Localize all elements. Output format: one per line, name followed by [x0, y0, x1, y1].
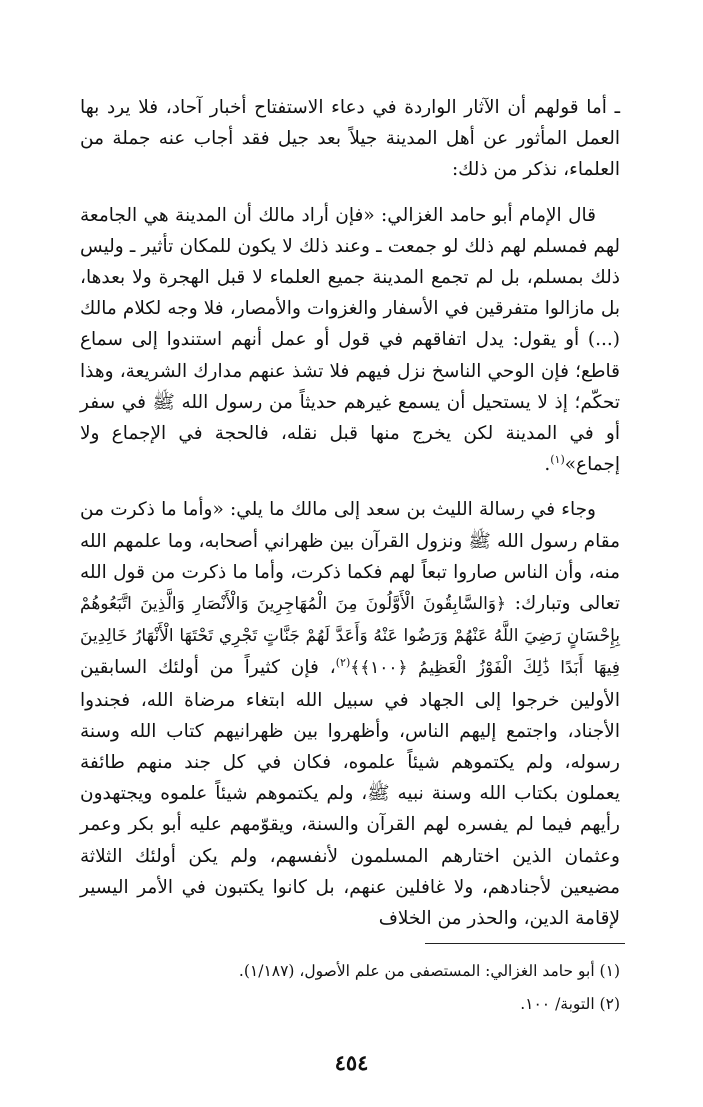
footnote-ref-2[interactable]: (٢) [335, 656, 351, 670]
laith-letter-intro: وجاء في رسالة الليث بن سعد إلى مالك ما يلي: «وأما ما ذكرت من مقام رسول الله ﷺ ونزول القرآن بين ظهراني أصحابه، وما علمهم الله منه، وأن الناس صاروا تبعاً لهم فكما ذكرت، وأما ما ذكرت من قول الله تعالى وتبارك: [80, 499, 620, 615]
quran-verse: ﴿وَالسَّابِقُونَ الْأَوَّلُونَ مِنَ الْمُهَاجِرِينَ وَالْأَنْصَارِ وَالَّذِينَ اتَّبَعُوهُمْ بِإِحْسَانٍ رَضِيَ اللَّهُ عَنْهُمْ وَرَضُوا عَنْهُ وَأَعَدَّ لَهُمْ جَنَّاتٍ تَجْرِي تَحْتَهَا الْأَنْهَارُ خَالِدِينَ فِيهَا أَبَدًا ذَٰلِكَ الْفَوْزُ الْعَظِيمُ ﴿١٠٠﴾﴾ [80, 594, 620, 679]
page-number: ٤٥٤ [334, 1050, 369, 1075]
footnotes [80, 955, 620, 1021]
footnote-2: (٢) التوبة/ ١٠٠. [520, 995, 620, 1013]
main-text [80, 92, 620, 934]
footnote-divider [425, 943, 625, 944]
paragraph-3 [80, 494, 620, 934]
paragraph-1: ـ أما قولهم أن الآثار الواردة في دعاء الاستفتاح أخبار آحاد، فلا يرد بها العمل المأثور عن أهل المدينة جيلاً بعد جيل فقد أجاب عنه جملة من العلماء، نذكر من ذلك: [80, 97, 620, 181]
paragraph-2: قال الإمام أبو حامد الغزالي: «فإن أراد مالك أن المدينة هي الجامعة لهم فمسلم لهم ذلك لو جمعت ـ وعند ذلك لا يكون للمكان تأثير ـ وليس ذلك بمسلم، بل لم تجمع المدينة جميع العلماء لا قبل الهجرة ولا بعدها، بل مازالوا متفرقين في الأسفار والغزوات والأمصار، فلا وجه لكلام مالك (...) أو يقول: يدل اتفاقهم في قول أو عمل أنهم استندوا إلى سماع قاطع؛ فإن الوحي الناسخ نزل فيهم فلا تشذ عنهم مدارك الشريعة، وهذا تحكّم؛ إذ لا يستحيل أن يسمع غيرهم حديثاً من رسول الله ﷺ في سفر أو في المدينة لكن يخرج منها قبل نقله، فالحجة في الإجماع ولا إجماع»$^{(١)}$. [80, 204, 620, 476]
footnote-1: (١) أبو حامد الغزالي: المستصفى من علم الأصول، (١/١٨٧). [238, 962, 620, 980]
ghazali-quote: قال الإمام أبو حامد الغزالي: «فإن أراد مالك أن المدينة هي الجامعة لهم فمسلم لهم ذلك لو جمعت ـ وعند ذلك لا يكون للمكان تأثير ـ وليس ذلك بمسلم، بل لم تجمع المدينة جميع العلماء لا قبل الهجرة ولا بعدها، بل مازالوا متفرقين في الأسفار والغزوات والأمصار، فلا وجه لكلام مالك (...) أو يقول: يدل اتفاقهم في قول أو عمل أنهم استندوا إلى سماع قاطع؛ فإن الوحي الناسخ نزل فيهم فلا تشذ عنهم مدارك الشريعة، وهذا تحكّم؛ إذ لا يستحيل أن يسمع غيرهم حديثاً من رسول الله ﷺ في سفر أو في المدينة لكن يخرج منها قبل نقله، فالحجة في الإجماع ولا إجماع» [80, 204, 620, 476]
footnote-ref-1[interactable]: (١) [550, 453, 565, 467]
laith-letter-rest: ، فإن كثيراً من أولئك السابقين الأولين خرجوا إلى الجهاد في سبيل الله ابتغاء مرضاة الله، فجندوا الأجناد، واجتمع إليهم الناس، وأظهروا بين ظهرانيهم كتاب الله وسنة رسوله، ولم يكتموهم شيئاً علموه، فكان في كل جند منهم طائفة يعملون بكتاب الله وسنة نبيه ﷺ، ولم يكتموهم شيئاً علموه ويجتهدون رأيهم فيما لم يفسره لهم القرآن والسنة، ويقوّمهم عليه أبو بكر وعمر وعثمان الذين اختارهم المسلمون لأنفسهم، ولم يكن أولئك الثلاثة مضيعين لأجنادهم، ولا غافلين عنهم، بل كانوا يكتبون في الأمر اليسير لإقامة الدين، والحذر من الخلاف [80, 657, 620, 930]
